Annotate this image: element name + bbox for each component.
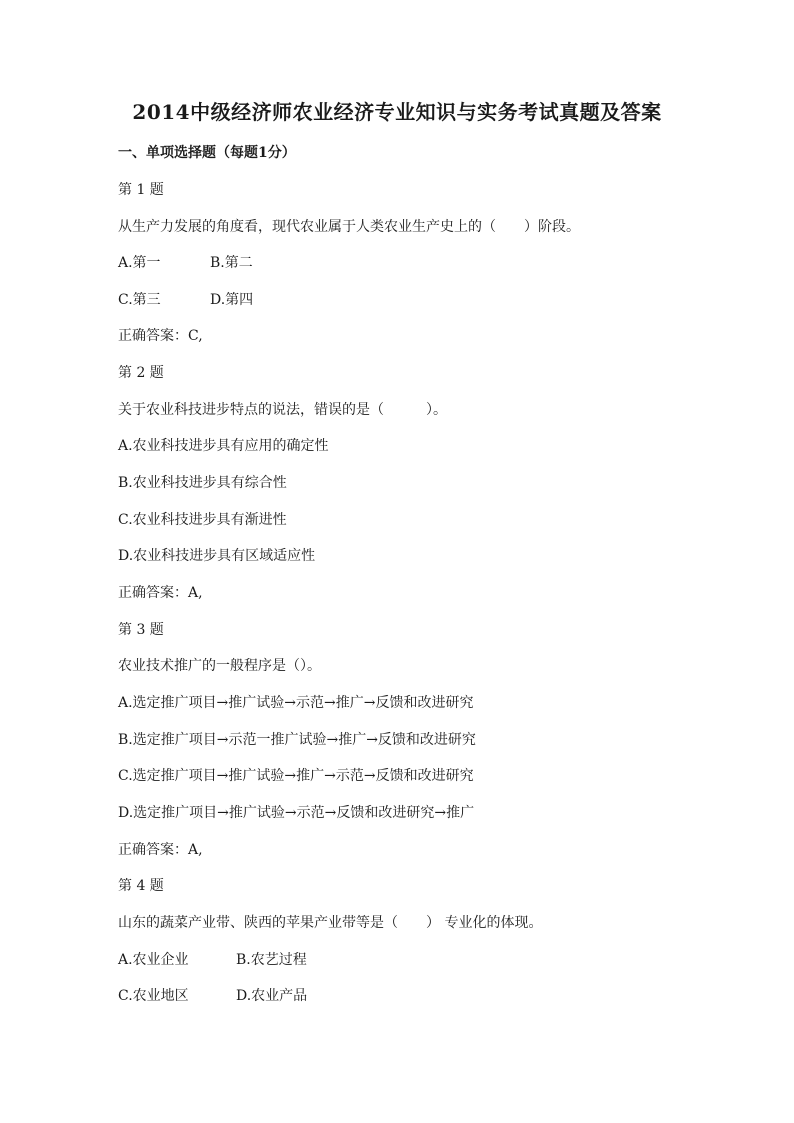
- question-number: 第 1 题: [118, 182, 164, 198]
- option-b: B.选定推广项目→示范一推广试验→推广→反馈和改进研究: [118, 732, 476, 748]
- question-number: 第 3 题: [118, 622, 164, 638]
- option-row: [118, 290, 254, 310]
- option-b: B.第二: [210, 255, 253, 271]
- answer-text: 正确答案：C,: [118, 328, 203, 344]
- option-d: D.农业产品: [236, 988, 308, 1004]
- option-a: A.选定推广项目→推广试验→示范→推广→反馈和改进研究: [118, 695, 474, 711]
- question-stem: 关于农业科技进步特点的说法，错误的是（ ）。: [118, 402, 447, 418]
- option-b: B.农艺过程: [236, 952, 307, 968]
- option-c: C.农业地区: [118, 988, 189, 1004]
- option-a: A.第一: [118, 255, 161, 271]
- option-a: A.农业科技进步具有应用的确定性: [118, 438, 329, 454]
- option-row: [118, 253, 253, 273]
- question-number: 第 2 题: [118, 365, 164, 381]
- option-row: [118, 950, 307, 970]
- question-stem: 农业技术推广的一般程序是（）。: [118, 658, 321, 674]
- question-stem: 从生产力发展的角度看，现代农业属于人类农业生产史上的（ ）阶段。: [118, 219, 580, 235]
- option-b: B.农业科技进步具有综合性: [118, 475, 287, 491]
- question-number: 第 4 题: [118, 878, 164, 894]
- question-stem: 山东的蔬菜产业带、陕西的苹果产业带等是（ ） 专业化的体现。: [118, 915, 543, 931]
- option-a: A.农业企业: [118, 952, 189, 968]
- answer-text: 正确答案：A,: [118, 585, 203, 601]
- section-heading: 一、单项选择题（每题1分）: [118, 145, 296, 161]
- option-c: C.选定推广项目→推广试验→推广→示范→反馈和改进研究: [118, 768, 474, 784]
- option-d: D.第四: [210, 292, 254, 308]
- option-d: D.选定推广项目→推广试验→示范→反馈和改进研究→推广: [118, 805, 475, 821]
- document-title: 2014中级经济师农业经济专业知识与实务考试真题及答案: [132, 100, 662, 124]
- option-d: D.农业科技进步具有区域适应性: [118, 548, 316, 564]
- option-row: [118, 986, 308, 1006]
- option-c: C.农业科技进步具有渐进性: [118, 512, 287, 528]
- answer-text: 正确答案：A,: [118, 842, 203, 858]
- option-c: C.第三: [118, 292, 161, 308]
